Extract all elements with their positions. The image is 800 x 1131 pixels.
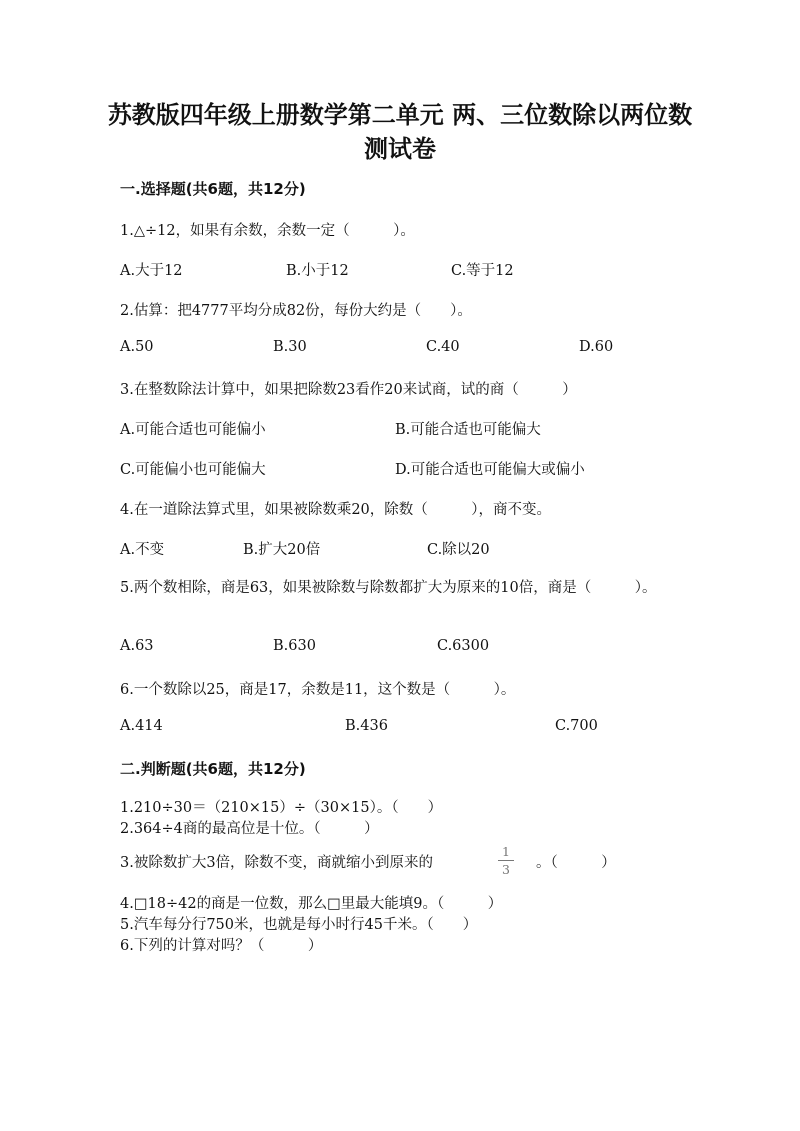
q5-option-a[interactable]: A.63 <box>120 638 154 654</box>
q4-option-a[interactable]: A.不变 <box>120 542 165 558</box>
q4-option-b[interactable]: B.扩大20倍 <box>243 542 321 558</box>
q4-option-c[interactable]: C.除以20 <box>427 542 490 558</box>
q5-option-b[interactable]: B.630 <box>273 638 316 654</box>
page-title: 苏教版四年级上册数学第二单元 两、三位数除以两位数 测试卷 <box>107 101 693 163</box>
q3-option-c[interactable]: C.可能偏小也可能偏大 <box>120 462 266 478</box>
judgment-5: 5.汽车每分行750米，也就是每小时行45千米。（ ） <box>120 917 478 933</box>
q3-option-b[interactable]: B.可能合适也可能偏大 <box>395 422 541 438</box>
judgment-3-tail: 。（ ） <box>536 855 616 871</box>
q1-option-b[interactable]: B.小于12 <box>286 263 349 279</box>
question-1: 1.△÷12，如果有余数，余数一定（ ）。 <box>120 223 415 239</box>
question-4: 4.在一道除法算式里，如果被除数乘20，除数（ ），商不变。 <box>120 502 552 518</box>
q3-option-d[interactable]: D.可能合适也可能偏大或偏小 <box>395 462 585 478</box>
question-5: 5.两个数相除，商是63，如果被除数与除数都扩大为原来的10倍，商是（ ）。 <box>120 580 657 596</box>
q2-option-a[interactable]: A.50 <box>120 339 154 355</box>
q6-option-a[interactable]: A.414 <box>120 718 163 734</box>
q2-option-d[interactable]: D.60 <box>579 339 614 355</box>
q2-option-b[interactable]: B.30 <box>273 339 307 355</box>
judgment-4: 4.□18÷42的商是一位数，那么□里最大能填9。（ ） <box>120 896 503 912</box>
q6-option-c[interactable]: C.700 <box>555 718 598 734</box>
fraction-one-third <box>494 844 518 877</box>
question-6: 6.一个数除以25，商是17，余数是11，这个数是（ ）。 <box>120 682 516 698</box>
judgment-1: 1.210÷30＝（210×15）÷（30×15）。（ ） <box>120 800 443 816</box>
q2-option-c[interactable]: C.40 <box>426 339 460 355</box>
judgment-6: 6.下列的计算对吗？（ ） <box>120 938 323 954</box>
section-heading-choice: 一.选择题(共6题，共12分) <box>120 180 306 198</box>
q3-option-a[interactable]: A.可能合适也可能偏小 <box>120 422 266 438</box>
fraction-numerator: 1 <box>502 844 510 859</box>
q6-option-b[interactable]: B.436 <box>345 718 388 734</box>
question-2: 2.估算：把4777平均分成82份，每份大约是（ ）。 <box>120 303 472 319</box>
fraction-denominator: 3 <box>502 862 510 877</box>
section-heading-judgment: 二.判断题(共6题，共12分) <box>120 760 306 778</box>
q5-option-c[interactable]: C.6300 <box>437 638 490 654</box>
q1-option-a[interactable]: A.大于12 <box>120 263 183 279</box>
judgment-3: 3.被除数扩大3倍，除数不变，商就缩小到原来的 <box>120 855 434 871</box>
fraction-bar <box>498 860 514 861</box>
question-3: 3.在整数除法计算中，如果把除数23看作20来试商，试的商（ ） <box>120 382 577 398</box>
judgment-2: 2.364÷4商的最高位是十位。（ ） <box>120 821 379 837</box>
q1-option-c[interactable]: C.等于12 <box>451 263 514 279</box>
